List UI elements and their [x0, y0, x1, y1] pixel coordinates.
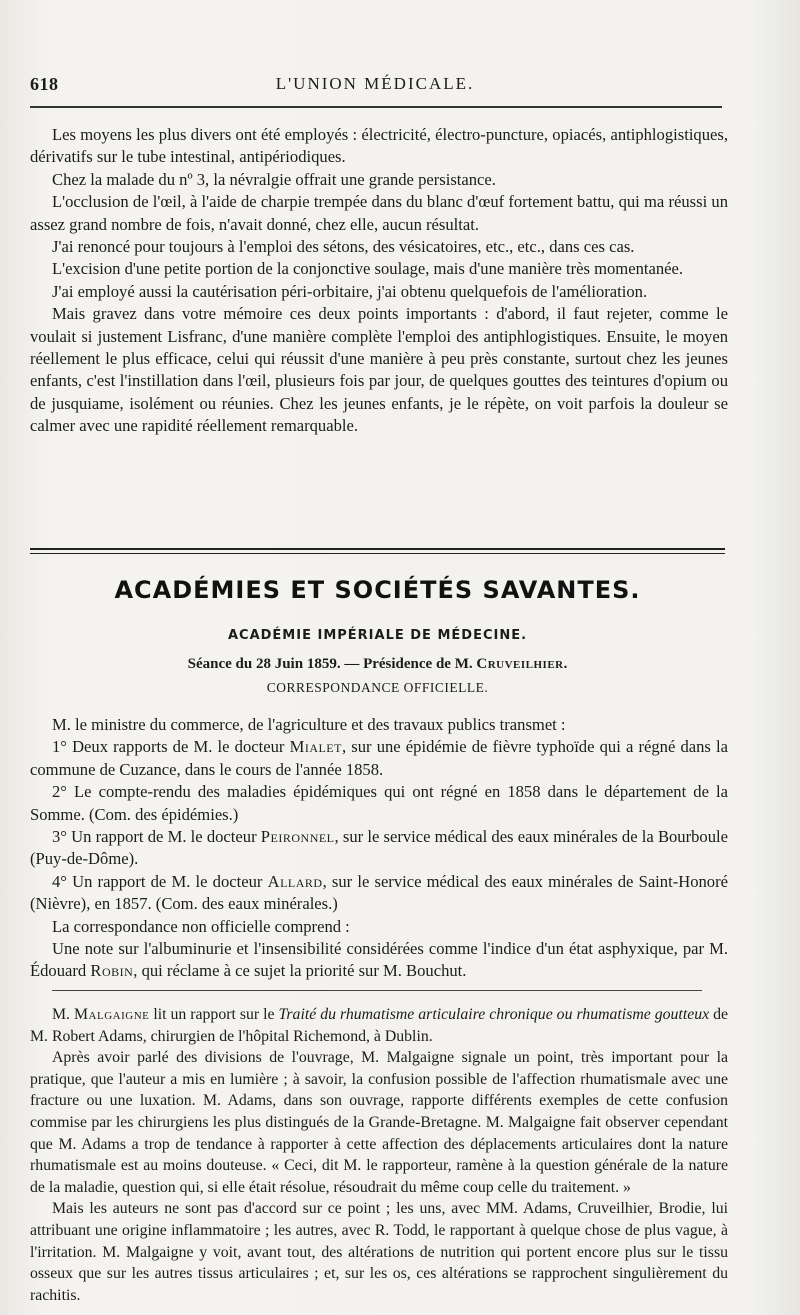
- text: M.: [52, 1006, 74, 1023]
- page-number: 618: [30, 74, 59, 94]
- text: 4° Un rapport de M. le docteur: [52, 871, 268, 891]
- paragraph: M. le ministre du commerce, de l'agriculture et des travaux publics transmet :: [52, 715, 566, 734]
- text: , sur le service médical des eaux minérales de la Bourboule (Puy-de-Dôme).: [30, 827, 728, 869]
- paragraph: [30, 736, 728, 781]
- paragraph: Les moyens les plus divers ont été employés : électricité, électro-puncture, opiacés, antiphlogistiques, dérivatifs sur le tube intestinal, antipériodiques.: [30, 125, 728, 167]
- speaker-name: Malgaigne: [73, 1006, 150, 1023]
- divider: [52, 990, 702, 991]
- report-text: [30, 1004, 728, 1306]
- running-head: [30, 74, 720, 102]
- paragraph: Mais les auteurs ne sont pas d'accord sur ce point ; les uns, avec MM. Adams, Cruveilhier, Brodie, lui attribuant une origine inflammatoire ; les autres, avec R. Todd, le rapportant à quelque chose de plus vague, à l'irritation. M. Malgaigne y voit, avant tout, des altérations de nutrition qui portent encore plus sur le tissu osseux que sur les autres tissus articulaires ; et, sur les os, ces altérations se rapprochent singulièrement du rachitis.: [30, 1200, 728, 1304]
- paragraph: La correspondance non officielle comprend :: [52, 916, 350, 936]
- paragraph: J'ai employé aussi la cautérisation péri-orbitaire, j'ai obtenu quelquefois de l'amélioration.: [52, 281, 648, 301]
- text: , qui réclame à ce sujet la priorité sur M. Bouchut.: [133, 961, 467, 981]
- intro-text: [30, 124, 728, 438]
- section-divider: [30, 548, 725, 554]
- text: Une note sur l'albuminurie et l'insensibilité considérées comme l'indice d'un état asphyxique, par M. Édouard: [30, 939, 728, 981]
- paragraph: Chez la malade du nº 3, la névralgie offrait une grande persistance.: [52, 169, 496, 189]
- doctor-name: Allard: [267, 871, 323, 891]
- president-name: Cruveilhier: [476, 656, 564, 672]
- doctor-name: Mialet: [289, 737, 342, 757]
- author-name: Robin: [90, 961, 134, 981]
- correspondence-heading: CORRESPONDANCE OFFICIELLE.: [266, 680, 489, 695]
- paragraph: [30, 938, 728, 983]
- text: 1° Deux rapports de M. le docteur: [52, 737, 290, 757]
- paragraph: Mais gravez dans votre mémoire ces deux points importants : d'abord, il faut rejeter, comme le voulait si justement Lisfranc, d'une manière complète l'emploi des antiphlogistiques. Ensuite, le moyen réellement le plus efficace, celui qui réussit d'une manière à peu près constante, surtout chez les jeunes enfants, c'est l'instillation dans l'œil, plusieurs fois par jour, de quelques gouttes des teintures d'opium ou de jusquiame, isolément ou réunies. Chez les jeunes enfants, je le répète, on voit parfois la douleur se calmer avec une rapidité réellement remarquable.: [30, 304, 728, 436]
- text: 3° Un rapport de M. le docteur: [52, 827, 261, 847]
- paragraph: [30, 826, 728, 871]
- seance-prefix: Séance du 28 Juin 1859. — Présidence de M.: [187, 656, 477, 672]
- correspondence-text: [30, 714, 728, 983]
- paragraph: [30, 871, 728, 916]
- journal-title: L'UNION MÉDICALE.: [275, 74, 475, 93]
- doctor-name: Peironnel: [260, 827, 335, 847]
- header-rule: [30, 106, 722, 108]
- text: , sur une épidémie de fièvre typhoïde qui a régné dans la commune de Cuzance, dans le cours de l'année 1858.: [30, 737, 728, 779]
- paragraph: L'occlusion de l'œil, à l'aide de charpie trempée dans du blanc d'œuf fortement battu, qui ma réussi un assez grand nombre de fois, n'avait donné, chez elle, aucun résultat.: [30, 192, 728, 234]
- text: , sur le service médical des eaux minérales de Saint-Honoré (Nièvre), en 1857. (Com. des eaux minérales.): [30, 871, 728, 914]
- book-title: Traité du rhumatisme articulaire chronique ou rhumatisme goutteux: [278, 1006, 710, 1023]
- paragraph: J'ai renoncé pour toujours à l'emploi des sétons, des vésicatoires, etc., etc., dans ces cas.: [52, 237, 635, 257]
- paragraph: Après avoir parlé des divisions de l'ouvrage, M. Malgaigne signale un point, très important pour la pratique, que l'auteur a mis en lumière ; à savoir, la confusion possible de l'affection rhumatismale avec une fracture ou une luxation. M. Adams, dans son ouvrage, rapporte différents exemples de cette confusion commise par les chirurgiens les plus distingués de la Grande-Bretagne. M. Malgaigne fait observer cependant que M. Adams a trop de tendance à rapporter à cette affection des déplacements articulaires dont la nature rhumatismale est au moins douteuse. « Ceci, dit M. le rapporteur, ramène à la question générale de la nature de la maladie, question qui, si elle était résolue, résoudrait du même coup celle du traitement. »: [30, 1049, 728, 1196]
- seance-line: [30, 656, 725, 673]
- text: de M. Robert Adams, chirurgien de l'hôpital Richemond, à Dublin.: [30, 1006, 729, 1045]
- seance-suffix: .: [563, 656, 568, 672]
- paragraph: 2° Le compte-rendu des maladies épidémiques qui ont régné en 1858 dans le département de la Somme. (Com. des épidémies.): [30, 782, 728, 824]
- section-title: ACADÉMIES ET SOCIÉTÉS SAVANTES.: [114, 576, 641, 604]
- text: lit un rapport sur le: [149, 1006, 279, 1023]
- academy-heading: ACADÉMIE IMPÉRIALE DE MÉDECINE.: [227, 628, 528, 643]
- paragraph: [30, 1004, 728, 1047]
- paragraph: L'excision d'une petite portion de la conjonctive soulage, mais d'une manière très momentanée.: [52, 259, 684, 279]
